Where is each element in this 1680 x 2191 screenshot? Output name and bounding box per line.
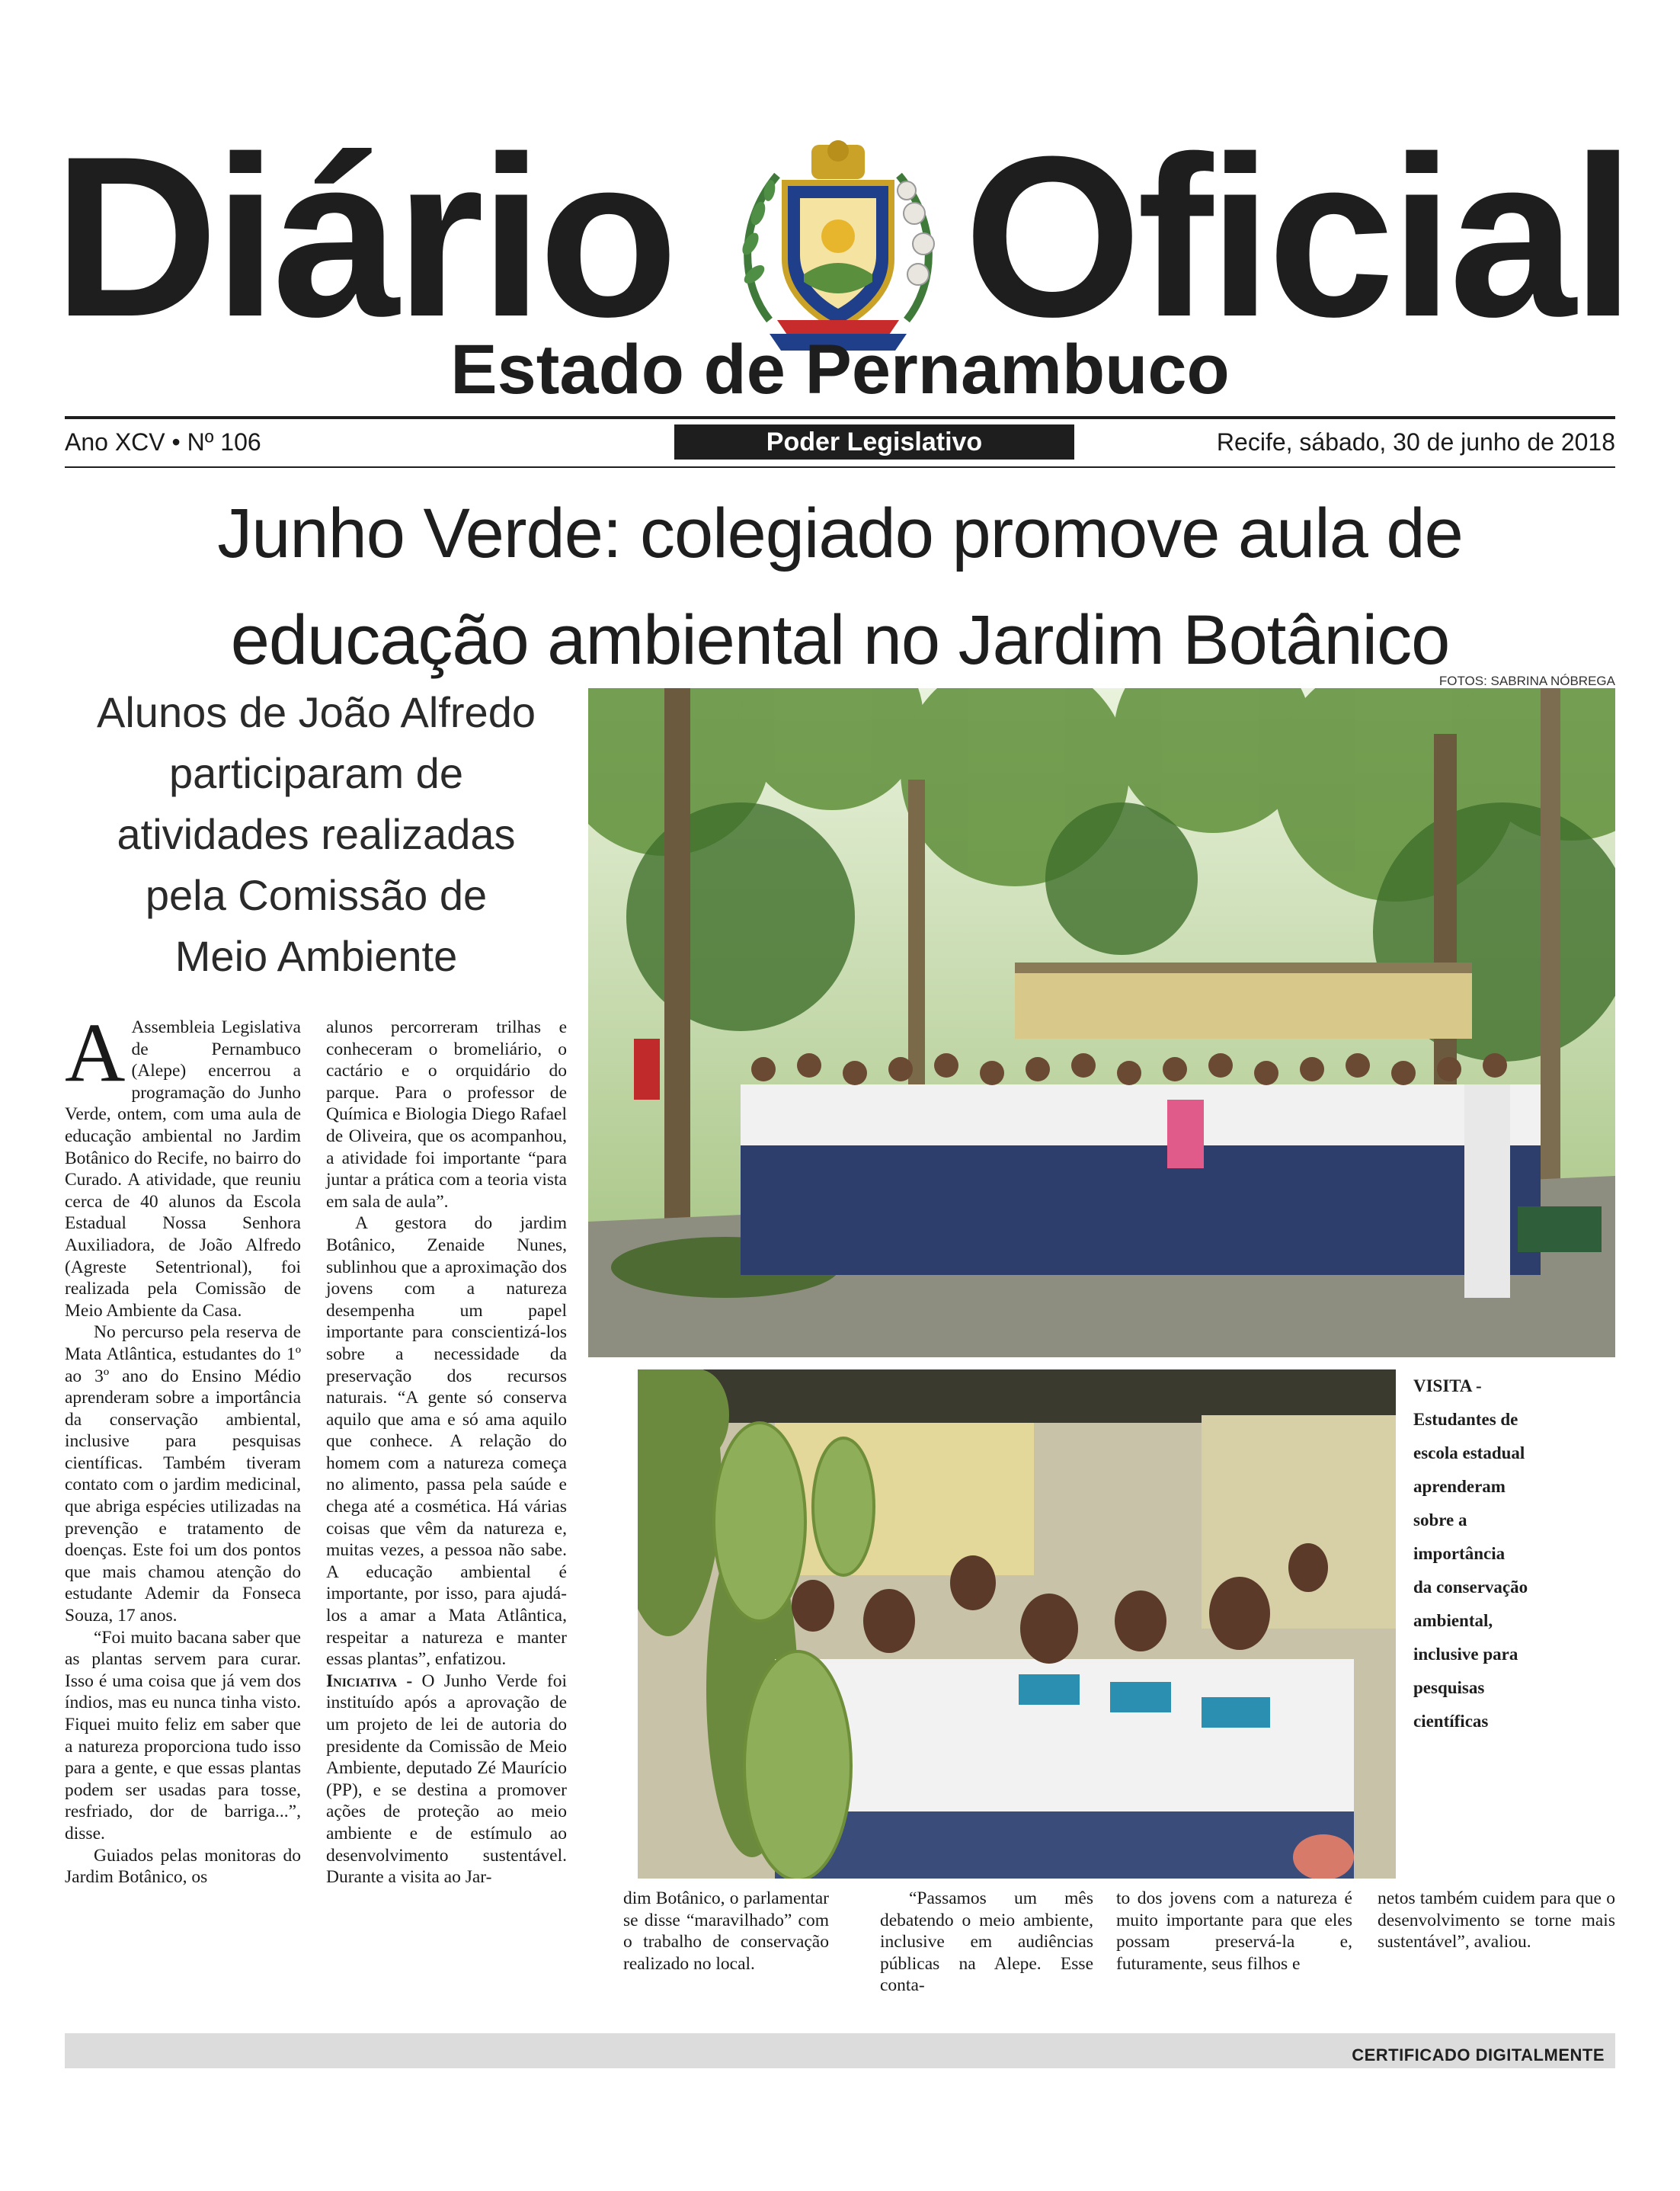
caption-line: sobre a [1413,1510,1467,1530]
paragraph-text: Assembleia Legislativa de Pernambuco (Alepe) encerrou a programação do Junho Verde, ontem, com uma aula de educação ambiental no Jardim Botânico do Recife, no bairro do Curado. A atividade, que reuniu cerca de 40 alunos da Escola Estadual Nossa Senhora Auxiliadora, de João Alfredo (Agreste Setentrional), foi realizada pela Comissão de Meio Ambiente da Casa. [65,1017,301,1321]
students-group-photo [588,688,1615,1357]
caption-line: importância [1413,1544,1506,1563]
article-paragraph: netos também cuidem para que o desenvolvimento se torne mais sustentável”, avaliou. [1378,1888,1615,1952]
digital-certificate-label: CERTIFICADO DIGITALMENTE [1352,2045,1605,2064]
headline [46,480,1634,693]
issue-number: Ano XCV • Nº 106 [65,428,261,456]
headline-line-1: Junho Verde: colegiado promove aula de [217,495,1463,572]
section-badge: Poder Legislativo [674,424,1074,460]
article-column-2 [326,1017,567,1888]
caption-line: VISITA - [1413,1376,1482,1395]
article-column-6 [1378,1888,1615,1953]
article-paragraph: alunos percorreram trilhas e conheceram o bromeliário, o cactário e o orquidário do parque. Para o professor de Química e Biologia Diego Rafael de Oliveira, que os acompanhou, a atividade foi importante “para juntar a prática com a teoria vista em sala de aula”. [326,1017,567,1212]
masthead-subtitle: Estado de Pernambuco [450,331,1230,408]
students-listening-photo [638,1369,1396,1879]
article-column-1 [65,1006,301,1888]
paragraph-text: O Junho Verde foi instituído após a aprovação de um projeto de lei de autoria do presidente da Comissão de Meio Ambiente, deputado Zé Maurício (PP), e se destina a promover ações de proteção ao meio ambiente e de estímulo ao desenvolvimento sustentável. Durante a visita ao Jar- [326,1670,567,1888]
pernambuco-coat-of-arms-icon [724,130,952,358]
article-paragraph [65,1006,301,1321]
article-paragraph: No percurso pela reserva de Mata Atlântica, estudantes do 1º ao 3º ano do Ensino Médio aprenderam sobre a importância da conservação ambiental, inclusive para pesquisas científicas. Também tiveram contato com o jardim medicinal, que abriga espécies utilizadas na prevenção e tratamento de doenças. Este foi um dos pontos que mais chamou atenção do estudante Ademir da Fonseca Souza, 17 anos. [65,1322,301,1626]
masthead-title-right: Oficial [964,108,1630,364]
standfirst-line: pela Comissão de [145,871,488,919]
article-column-5 [1116,1888,1352,1975]
article-column-4 [880,1888,1093,1997]
standfirst-line: Alunos de João Alfredo [97,688,536,736]
article-paragraph [326,1670,567,1888]
bottom-rule [65,466,1615,468]
caption-line: científicas [1413,1712,1489,1731]
masthead [53,108,1630,364]
subhead-lead: Iniciativa - [326,1670,413,1691]
caption-line: inclusive para [1413,1645,1518,1664]
footer-bar [65,2033,1615,2068]
caption-line: escola estadual [1413,1443,1525,1462]
standfirst-line: atividades realizadas [117,810,516,858]
masthead-title-left: Diário [53,108,674,364]
caption-line: da conservação [1413,1578,1528,1597]
article-paragraph: Guiados pelas monitoras do Jardim Botânico, os [65,1845,301,1888]
caption-line: aprenderam [1413,1477,1506,1496]
caption-line: ambiental, [1413,1611,1493,1630]
photo-caption [1413,1369,1615,1738]
edition-bar [65,423,1615,461]
article-paragraph: “Foi muito bacana saber que as plantas servem para curar. Isso é uma coisa que já vem dos índios, mas eu nunca tinha visto. Fiquei muito feliz em saber que a natureza proporciona tudo isso para a gente, e que essas plantas podem ser usadas para tosse, resfriado, dor de barriga...”, disse. [65,1627,301,1843]
caption-line: Estudantes de [1413,1410,1518,1429]
article-paragraph: “Passamos um mês debatendo o meio ambiente, inclusive em audiências públicas na Alepe. Esse conta- [880,1888,1093,1996]
article-paragraph: A gestora do jardim Botânico, Zenaide Nunes, sublinhou que a aproximação dos jovens com a natureza desempenha um papel importante para conscientizá-los sobre a necessidade da preservação dos recursos naturais. “A gente só conserva aquilo que ama e só ama aquilo que conhece. A relação do homem com a natureza começa no alimento, passa pela saúde e chega até a cosmética. Há várias coisas que vêm da natureza e, muitas vezes, a pessoa não sabe. A educação ambiental é importante, por isso, para ajudá-los a amar a Mata Atlântica, respeitar a natureza e manter essas plantas”, enfatizou. [326,1213,567,1670]
standfirst [65,682,568,987]
standfirst-line: participaram de [169,749,463,797]
article-column-3 [623,1888,829,1975]
standfirst-line: Meio Ambiente [174,932,458,980]
article-paragraph: dim Botânico, o parlamentar se disse “maravilhado” com o trabalho de conservação realizado no local. [623,1888,829,1974]
top-rule [65,416,1615,419]
article-paragraph: to dos jovens com a natureza é muito importante para que eles possam preservá-la e, futuramente, seus filhos e [1116,1888,1352,1974]
drop-cap: A [65,1006,126,1099]
caption-line: pesquisas [1413,1678,1485,1697]
photo-credit: FOTOS: SABRINA NÓBREGA [1438,674,1615,688]
headline-line-2: educação ambiental no Jardim Botânico [230,601,1450,679]
edition-date: Recife, sábado, 30 de junho de 2018 [1216,428,1615,456]
